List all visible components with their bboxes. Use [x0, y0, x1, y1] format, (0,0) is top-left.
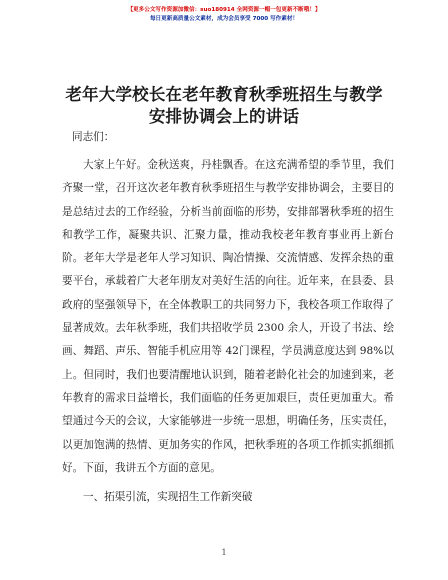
- salutation: 同志们：: [72, 131, 115, 143]
- document-title: 老年大学校长在老年教育秋季班招生与教学安排协调会上的讲话: [65, 85, 383, 126]
- page-number: 1: [221, 548, 227, 557]
- banner-line-blue: 每日更新高质量公文素材，成为会员享受 7000 写作素材！: [149, 16, 299, 22]
- document-body: [62, 130, 394, 509]
- banner-line-red: 【更多公文写作资源加微信：suo180914 全网资源一帽一包更新不断哦！】: [127, 7, 321, 13]
- section-heading-1: 一、拓渠引流，实现招生工作新突破: [83, 491, 253, 504]
- header-banner: [0, 6, 448, 24]
- body-paragraph: 大家上午好。金秋送爽，丹桂飘香。在这充满希望的季节里，我们齐聚一堂，召开这次老年教育秋季班招生与教学安排协调会，主要目的是总结过去的工作经验，分析当前面临的形势，安排部署秋季班的招生和教学工作，凝聚共识、汇聚力量，推动我校老年教育事业再上新台阶。老年大学是老年人学习知识、陶冶情操、交流情感、发挥余热的重要平台，承载着广大老年朋友对美好生活的向往。近年来，在县委、县政府的坚强领导下，在全体教职工的共同努力下，我校各项工作取得了显著成效。去年秋季班，我们共招收学员 2300 余人，开设了书法、绘画、舞蹈、声乐、智能手机应用等 42门课程，学员满意度达到 98%以上。但同时，我们也要清醒地认识到，随着老龄化社会的加速到来，老年教育的需求日益增长，我们面临的任务更加艰巨，责任更加重大。希望通过今天的会议，大家能够进一步统一思想，明确任务，压实责任，以更加饱满的热情、更加务实的作风，把秋季班的各项工作抓实抓细抓好。下面，我讲五个方面的意见。: [62, 159, 394, 474]
